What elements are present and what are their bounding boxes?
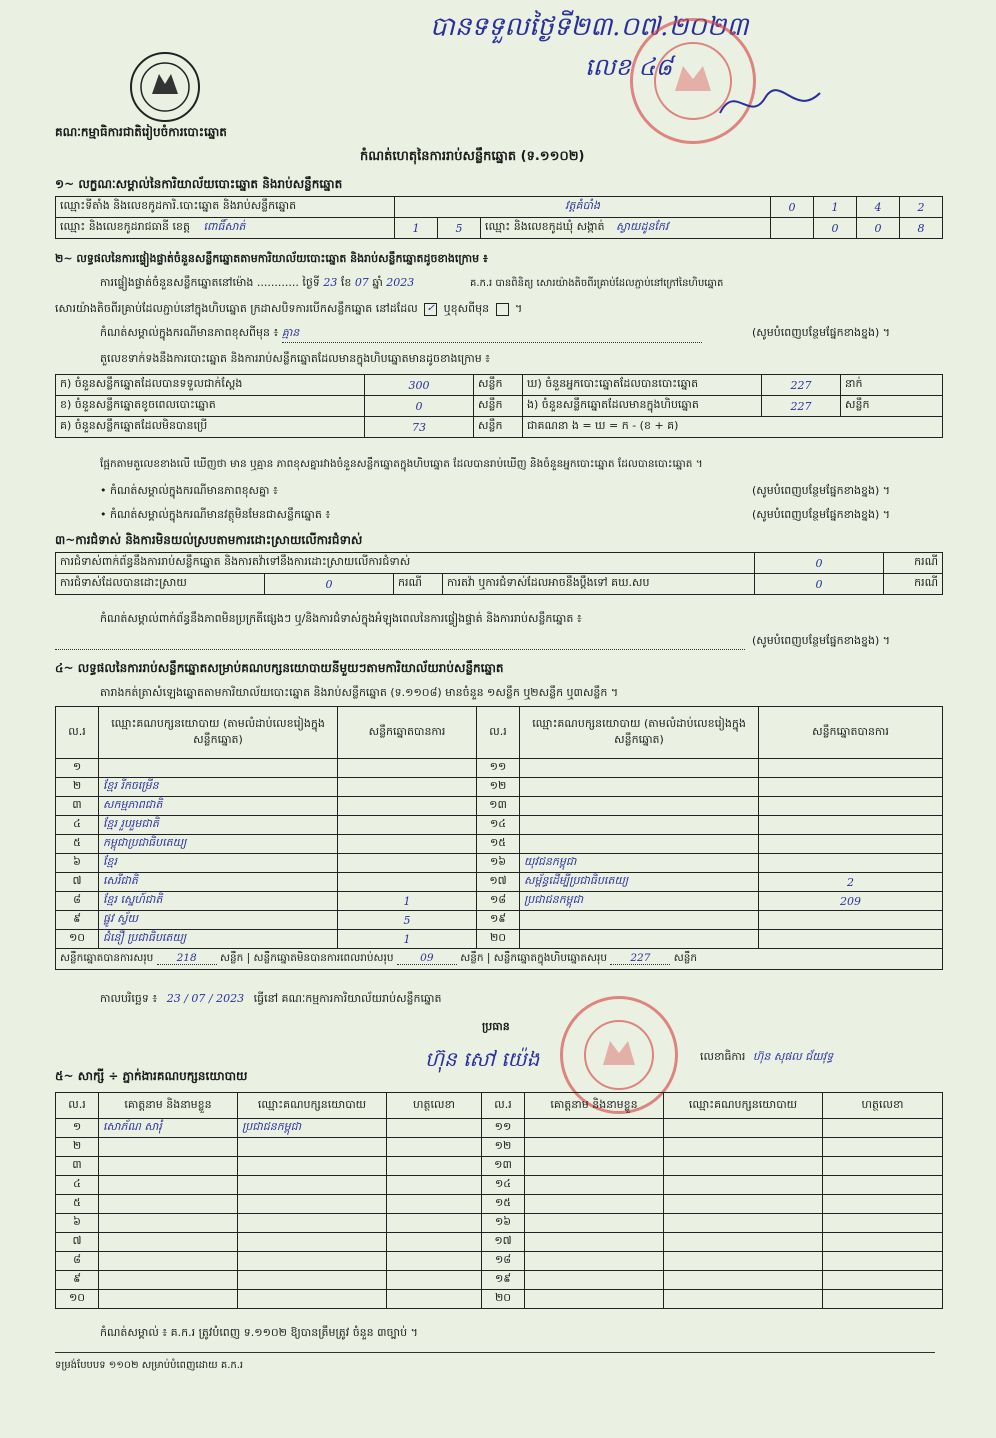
row-number: ៣ (56, 797, 99, 816)
province-code-2: 5 (438, 218, 481, 239)
witness-name (99, 1252, 238, 1271)
witness-name (525, 1157, 664, 1176)
footnote: កំណត់សម្គាល់ ៖ គ.ក.រ ត្រូវបំពេញ ទ.១១០២ ឱ្យបានត្រឹមត្រូវ ចំនួន ៣ច្បាប់ ។ (100, 1326, 418, 1339)
witness-name (525, 1138, 664, 1157)
secretary: លេខាធិការ ហ៊ុន សុផល ជ័យវុទ្ធ (700, 1050, 834, 1063)
verify-line: ការផ្ទៀងផ្ទាត់ចំនួនសន្លឹកឆ្នោតនៅម៉ោង ............ ថ្ងៃទី 23 ខែ 07 ឆ្នាំ 2023 (100, 276, 415, 289)
chair-signature: ហ៊ុន សៅ យ៉េង (425, 1047, 540, 1071)
appeal-value: 0 (755, 574, 884, 595)
number-annotation: លេខ ៤៨ (585, 53, 673, 81)
witness-signature (387, 1176, 482, 1195)
verify-line-b: គ.ក.រ បានពិនិត្យ សោរយ៉ាងតិចពីរគ្រាប់ដែលភ្ជាប់នៅក្រៅនៃហិបឆ្នោត (470, 278, 724, 289)
section1-table (55, 196, 943, 239)
unchanged-checkbox[interactable]: ✓ (424, 303, 437, 316)
witness-party (238, 1271, 387, 1290)
witness-signature (823, 1119, 943, 1138)
party-name (520, 930, 759, 949)
location-value: វត្តគំបាំង (395, 197, 771, 218)
seal-line: សោរយ៉ាងតិចពីរគ្រាប់ដែលភ្ជាប់នៅក្នុងហិបឆ្នោត ក្រដាសបិទការបើកសន្លឹកឆ្នោត នៅដដែល ✓ ឬខុសពីមុន ។ (55, 302, 523, 315)
row-number: ៣ (56, 1157, 99, 1176)
row-number: ១៩ (477, 911, 520, 930)
commune-label: ឈ្មោះ និងលេខកូដឃុំ សង្កាត់ ស្វាយដូនកែវ (481, 218, 771, 239)
row-number: ៨ (56, 1252, 99, 1271)
witness-signature (823, 1195, 943, 1214)
party-name: ខ្មែរ ស្នេហ៍ជាតិ (99, 892, 338, 911)
date-value: 23 / 07 / 2023 (166, 992, 245, 1005)
row-number: ៩ (56, 911, 99, 930)
party-name: យុវជនកម្ពុជា (520, 854, 759, 873)
table-row (56, 797, 943, 816)
diff-note: • កំណត់សម្គាល់ក្នុងករណីមានភាពខុសគ្នា ៖ (100, 484, 278, 497)
row-number: ៤ (56, 816, 99, 835)
received-annotation: បានទទួលថ្ងៃទី២៣.០៧.២០២៣ (430, 12, 749, 42)
party-name (520, 797, 759, 816)
witness-party (664, 1195, 823, 1214)
party-votes: 1 (338, 892, 477, 911)
table-row (56, 835, 943, 854)
witness-party (238, 1233, 387, 1252)
party-votes (338, 854, 477, 873)
witness-signature (387, 1252, 482, 1271)
witness-party (238, 1195, 387, 1214)
witness-signature (823, 1233, 943, 1252)
fill-hint-3: (សូមបំពេញបន្ថែមផ្នែកខាងខ្នង) ។ (752, 508, 891, 521)
changed-checkbox[interactable] (496, 303, 509, 316)
witness-name (99, 1195, 238, 1214)
row-number: ១ (56, 1119, 99, 1138)
row-number: ១១ (477, 759, 520, 778)
appeal-label: ការតវ៉ា ឬការជំទាស់ដែលអាចនឹងប្តឹងទៅ គឃ.សប (443, 574, 755, 595)
witness-party (664, 1233, 823, 1252)
party-votes (759, 911, 943, 930)
section5-title: ៥~ សាក្សី ÷ ភ្នាក់ងារគណបក្សនយោបាយ (55, 1069, 248, 1083)
nec-emblem-icon (132, 54, 198, 120)
verify-day: 23 (323, 276, 338, 289)
table-row (56, 892, 943, 911)
row-number: ១៣ (477, 797, 520, 816)
witness-name (525, 1119, 664, 1138)
witness-name (99, 1271, 238, 1290)
witness-party (238, 1290, 387, 1309)
row-number: ១៧ (477, 873, 520, 892)
party-name: ខ្មែរ រីកចម្រើន (99, 778, 338, 797)
table-row (56, 1176, 943, 1195)
party-name: ជំនឿ ប្រជាធិបតេយ្យ (99, 930, 338, 949)
witness-name (99, 1214, 238, 1233)
row-number: ១៩ (482, 1271, 525, 1290)
witness-party (664, 1138, 823, 1157)
row-number: ១៦ (477, 854, 520, 873)
party-votes (759, 816, 943, 835)
complaints-table: ការជំទាស់ពាក់ព័ន្ធនឹងការរាប់សន្លឹកឆ្នោត និងការតវ៉ាទៅនឹងការដោះស្រាយលើការជំទាស់ 0 ករណី ការជំទាស់ដែលបានដោះស្រាយ 0 ករណី ការតវ៉ា ឬការជំទាស់ដែលអាចនឹងប្តឹងទៅ គឃ.សប 0 ករណី (55, 552, 943, 595)
witness-signature (387, 1195, 482, 1214)
witness-party: ប្រជាជនកម្ពុជា (238, 1119, 387, 1138)
witness-signature (823, 1176, 943, 1195)
change-note-value: គ្មាន (282, 326, 702, 343)
row-number: ២ (56, 1138, 99, 1157)
location-code-2: 1 (814, 197, 857, 218)
object-note: • កំណត់សម្គាល់ក្នុងករណីមានវត្ថុមិនមែនជាសន្លឹកឆ្នោត ៖ (100, 508, 331, 521)
witness-name (525, 1195, 664, 1214)
received-label: ក) ចំនួនសន្លឹកឆ្នោតដែលបានទទួលជាក់ស្តែង (56, 375, 365, 396)
party-votes: 209 (759, 892, 943, 911)
party-name: សេរីជាតិ (99, 873, 338, 892)
spoiled-label: ខ) ចំនួនសន្លឹកឆ្នោតខូចពេលបោះឆ្នោត (56, 396, 365, 417)
section1-title: ១~ លក្ខណៈសម្គាល់នៃការិយាល័យបោះឆ្នោត និងរាប់សន្លឹកឆ្នោត (55, 177, 343, 191)
witness-party (238, 1176, 387, 1195)
witness-name (525, 1290, 664, 1309)
sheets-line: តារាងកត់ត្រាសំឡេងឆ្នោតតាមការិយាល័យបោះឆ្នោត និងរាប់សន្លឹកឆ្នោត (ទ.១១០៨) មានចំនួន ១សន្លឹក ឬ២សន្លឹក ឬ៣សន្លឹក ។ (100, 686, 619, 699)
party-name: សម្ព័ន្ធដើម្បីប្រជាធិបតេយ្យ (520, 873, 759, 892)
row-number: ៤ (56, 1176, 99, 1195)
section4-title: ៤~ លទ្ធផលនៃការរាប់សន្លឹកឆ្នោតសម្រាប់គណបក្សនយោបាយនីមួយៗតាមការិយាល័យរាប់សន្លឹកឆ្នោត (55, 661, 504, 675)
table-row (56, 1271, 943, 1290)
results-table: ល.រ ឈ្មោះគណបក្សនយោបាយ (តាមលំដាប់លេខរៀងក្នុងសន្លឹកឆ្នោត) សន្លឹកឆ្នោតបានការ ល.រ ឈ្មោះគណបក្សនយោបាយ (តាមលំដាប់លេខរៀងក្នុងសន្លឹកឆ្នោត) សន្លឹកឆ្នោតបានការ ១ ១១ ២ ខ្មែរ រីកចម្រើន ១២ ៣ សកម្មភាពជាតិ ១៣ ៤ ខ្មែរ រួបរួមជាតិ ១៤ ៥ កម្ពុជាប្រជាធិបតេយ្យ ១៥ ៦ ខ្មែរ ១៦ យុវជនកម្ពុជា ៧ សេរីជាតិ ១៧ សម្ព័ន្ធដើម្បីប្រជាធិបតេយ្យ 2 ៨ ខ្មែរ ស្នេហ៍ជាតិ 1 ១៨ ប្រជាជនកម្ពុជា 209 ៩ ផ្លូវ ស្វ័យ 5 ១៩ ១០ ជំនឿ ប្រជាធិបតេយ្យ 1 ២០ សន្លឹកឆ្នោតបានការសរុប 218 សន្លឹក | សន្លឹកឆ្នោតមិនបានការពេលរាប់សរុប 09 សន្លឹក | សន្លឹកឆ្នោតក្នុងហិបឆ្នោតសរុប 227 សន្លឹក (55, 706, 943, 970)
location-label: ឈ្មោះទីតាំង និងលេខកូដការិ.បោះឆ្នោត និងរាប់សន្លឹកឆ្នោត (56, 197, 395, 218)
witness-signature (387, 1271, 482, 1290)
secretary-name: ហ៊ុន សុផល ជ័យវុទ្ធ (752, 1050, 834, 1063)
table-row (56, 930, 943, 949)
witness-name: សោភ័ណ សារុំ (99, 1119, 238, 1138)
row-number: ៩ (56, 1271, 99, 1290)
witness-name (99, 1290, 238, 1309)
table-row (56, 1195, 943, 1214)
party-name: កម្ពុជាប្រជាធិបតេយ្យ (99, 835, 338, 854)
signature-top-icon (715, 78, 825, 128)
row-number: ២០ (477, 930, 520, 949)
commune-value: ស្វាយដូនកែវ (616, 220, 669, 233)
fill-hint-4: (សូមបំពេញបន្ថែមផ្នែកខាងខ្នង) ។ (752, 634, 891, 647)
witness-party (664, 1214, 823, 1233)
witness-party (238, 1157, 387, 1176)
witness-party (664, 1290, 823, 1309)
witness-signature (387, 1290, 482, 1309)
unused-value: 73 (365, 417, 474, 438)
witness-name (525, 1233, 664, 1252)
section2-title: ២~ លទ្ធផលនៃការផ្ទៀងផ្ទាត់ចំនួនសន្លឹកឆ្នោតតាមការិយាល័យបោះឆ្នោត និងរាប់សន្លឹកឆ្នោតដូចខាងក្រោម ៖ (55, 252, 488, 265)
witness-signature (823, 1252, 943, 1271)
row-number: ១៤ (477, 816, 520, 835)
row-number: ៦ (56, 1214, 99, 1233)
compare-line: ផ្អែកតាមតួលេខខាងលើ ឃើញថា មាន ឬគ្មាន ភាពខុសគ្នារវាងចំនួនសន្លឹកឆ្នោតក្នុងហិបឆ្នោត ដែលបានរាប់ឃើញ និងចំនួនអ្នកបោះឆ្នោត ដែលបានបោះឆ្នោត ។ (100, 458, 703, 470)
table-row (56, 1252, 943, 1271)
party-votes (338, 759, 477, 778)
table-row (56, 816, 943, 835)
resolved-value: 0 (265, 574, 394, 595)
witness-name (99, 1157, 238, 1176)
spoiled-value: 0 (365, 396, 474, 417)
party-votes (338, 778, 477, 797)
party-name: ផ្លូវ ស្វ័យ (99, 911, 338, 930)
received-value: 300 (365, 375, 474, 396)
party-votes (338, 835, 477, 854)
change-note-line: កំណត់សម្គាល់ក្នុងករណីមានភាពខុសពីមុន ៖ គ្មាន (100, 326, 702, 343)
row-number: ១៤ (482, 1176, 525, 1195)
party-votes (759, 930, 943, 949)
row-number: ១៧ (482, 1233, 525, 1252)
table-row (56, 911, 943, 930)
results-rows (56, 759, 943, 949)
party-votes (759, 854, 943, 873)
witness-name (525, 1271, 664, 1290)
row-number: ៦ (56, 854, 99, 873)
witness-signature (387, 1157, 482, 1176)
party-votes (338, 873, 477, 892)
party-name (520, 835, 759, 854)
section3-title: ៣~ការជំទាស់ និងការមិនយល់ស្របតាមការដោះស្រាយលើការជំទាស់ (55, 533, 363, 547)
witness-name (99, 1176, 238, 1195)
witness-name (99, 1138, 238, 1157)
party-name: ខ្មែរ រួបរួមជាតិ (99, 816, 338, 835)
in-box-value: 227 (762, 396, 841, 417)
row-number: ១០ (56, 930, 99, 949)
row-number: ២ (56, 778, 99, 797)
party-votes: 2 (759, 873, 943, 892)
row-number: ១៥ (477, 835, 520, 854)
witness-table: ល.រ គោត្តនាម និងនាមខ្លួន ឈ្មោះគណបក្សនយោបាយ ហត្ថលេខា ល.រ គោត្តនាម និងនាមខ្លួន ឈ្មោះគណបក្សនយោបាយ ហត្ថលេខា ១ សោភ័ណ សារុំ ប្រជាជនកម្ពុជា ១១ ២ ១២ ៣ ១៣ ៤ ១៤ ៥ ១៥ ៦ ១៦ ៧ ១៧ ៨ ១៨ ៩ ១៩ ១០ ២០ (55, 1092, 943, 1309)
form-title: កំណត់ហេតុនៃការរាប់សន្លឹកឆ្នោត (ទ.១១០២) (360, 149, 585, 164)
party-votes (759, 835, 943, 854)
party-name (520, 778, 759, 797)
party-votes (759, 759, 943, 778)
row-number: ១៥ (482, 1195, 525, 1214)
row-number: ២០ (482, 1290, 525, 1309)
province-label: ឈ្មោះ និងលេខកូដរាជធានី ខេត្ត ពោធិ៍សាត់ (56, 218, 395, 239)
table-row (56, 1290, 943, 1309)
row-number: ៧ (56, 1233, 99, 1252)
date-line: កាលបរិច្ឆេទ ៖ 23 / 07 / 2023 ធ្វើនៅ គណៈកម្មការការិយាល័យរាប់សន្លឹកឆ្នោត (100, 992, 442, 1005)
witness-name (525, 1252, 664, 1271)
table-row (56, 1119, 943, 1138)
row-number: ១ (56, 759, 99, 778)
witness-signature (823, 1214, 943, 1233)
voters-value: 227 (762, 375, 841, 396)
table-row (56, 759, 943, 778)
party-votes (759, 778, 943, 797)
witness-party (664, 1271, 823, 1290)
location-code-3: 4 (857, 197, 900, 218)
resolved-label: ការជំទាស់ដែលបានដោះស្រាយ (56, 574, 265, 595)
location-code-1: 0 (771, 197, 814, 218)
unused-label: គ) ចំនួនសន្លឹកឆ្នោតដែលមិនបានប្រើ (56, 417, 365, 438)
table-row (56, 873, 943, 892)
totals-row: សន្លឹកឆ្នោតបានការសរុប 218 សន្លឹក | សន្លឹកឆ្នោតមិនបានការពេលរាប់សរុប 09 សន្លឹក | សន្លឹកឆ្នោតក្នុងហិបឆ្នោតសរុប 227 សន្លឹក (56, 949, 943, 970)
invalid-total: 09 (397, 952, 457, 965)
witness-signature (823, 1290, 943, 1309)
table-row (56, 778, 943, 797)
witness-signature (387, 1233, 482, 1252)
formula: ជាគណនា ង = ឃ = ក - (ខ + គ) (523, 417, 943, 438)
witness-party (238, 1214, 387, 1233)
verify-year: 2023 (386, 276, 415, 289)
fill-hint-2: (សូមបំពេញបន្ថែមផ្នែកខាងខ្នង) ។ (752, 484, 891, 497)
witness-signature (387, 1138, 482, 1157)
row-number: ៥ (56, 835, 99, 854)
verify-month: 07 (354, 276, 369, 289)
org-name: គណៈកម្មាធិការជាតិរៀបចំការបោះឆ្នោត (55, 125, 227, 139)
witness-name (99, 1233, 238, 1252)
party-name: សកម្មភាពជាតិ (99, 797, 338, 816)
party-votes (759, 797, 943, 816)
commune-code-3: 8 (900, 218, 943, 239)
nec-logo (130, 52, 200, 122)
irregularity-note: កំណត់សម្គាល់ពាក់ព័ន្ធនឹងភាពមិនប្រក្រតីផ្សេងៗ ឬ/និងការជំទាស់ក្នុងអំឡុងពេលនៃការផ្ទៀងផ្ទាត់ និងការរាប់សន្លឹកឆ្នោត ៖ (100, 612, 582, 625)
witness-signature (823, 1138, 943, 1157)
party-votes (338, 797, 477, 816)
province-value: ពោធិ៍សាត់ (203, 220, 246, 233)
location-code-4: 2 (900, 197, 943, 218)
row-number: ១០ (56, 1290, 99, 1309)
row-number: ៥ (56, 1195, 99, 1214)
voters-label: ឃ) ចំនួនអ្នកបោះឆ្នោតដែលបានបោះឆ្នោត (523, 375, 762, 396)
table-row (56, 854, 943, 873)
table-row (56, 1214, 943, 1233)
complaints-value: 0 (755, 553, 884, 574)
party-votes: 5 (338, 911, 477, 930)
party-name (520, 759, 759, 778)
party-votes: 1 (338, 930, 477, 949)
commune-code-2: 0 (857, 218, 900, 239)
table-row (56, 1233, 943, 1252)
figures-table: ក) ចំនួនសន្លឹកឆ្នោតដែលបានទទួលជាក់ស្តែង 300 សន្លឹក ឃ) ចំនួនអ្នកបោះឆ្នោតដែលបានបោះឆ្នោត 227 នាក់ ខ) ចំនួនសន្លឹកឆ្នោតខូចពេលបោះឆ្នោត 0 សន្លឹក ង) ចំនួនសន្លឹកឆ្នោតដែលមានក្នុងហិបឆ្នោត 227 សន្លឹក គ) ចំនួនសន្លឹកឆ្នោតដែលមិនបានប្រើ 73 សន្លឹក ជាគណនា ង = ឃ = ក - (ខ + គ) (55, 374, 943, 438)
witness-signature (387, 1214, 482, 1233)
row-number: ១៣ (482, 1157, 525, 1176)
row-number: ១៨ (482, 1252, 525, 1271)
party-name (99, 759, 338, 778)
row-number: ១៦ (482, 1214, 525, 1233)
witness-name (525, 1176, 664, 1195)
row-number: ៧ (56, 873, 99, 892)
chair-title: ប្រធាន (482, 1020, 510, 1033)
party-name: ប្រជាជនកម្ពុជា (520, 892, 759, 911)
witness-party (238, 1138, 387, 1157)
box-total: 227 (610, 952, 670, 965)
witness-signature (823, 1271, 943, 1290)
party-name (520, 911, 759, 930)
row-number: ១២ (477, 778, 520, 797)
witness-party (664, 1119, 823, 1138)
fill-hint-1: (សូមបំពេញបន្ថែមផ្នែកខាងខ្នង) ។ (752, 326, 891, 339)
row-number: ៨ (56, 892, 99, 911)
witness-name (525, 1214, 664, 1233)
party-name (520, 816, 759, 835)
table-row (56, 1157, 943, 1176)
commune-code-1: 0 (814, 218, 857, 239)
row-number: ១១ (482, 1119, 525, 1138)
form-footer: ទម្រង់បែបបទ ១១០២ សម្រាប់បំពេញដោយ គ.ក.រ (55, 1360, 244, 1371)
witness-party (664, 1176, 823, 1195)
province-code-1: 1 (395, 218, 438, 239)
party-name: ខ្មែរ (99, 854, 338, 873)
figures-intro: តួលេខទាក់ទងនឹងការបោះឆ្នោត និងការរាប់សន្លឹកឆ្នោតដែលមានក្នុងហិបឆ្នោតមានដូចខាងក្រោម ៖ (100, 352, 491, 365)
valid-total: 218 (157, 952, 217, 965)
party-votes (338, 816, 477, 835)
witness-party (664, 1157, 823, 1176)
row-number: ១៨ (477, 892, 520, 911)
table-row (56, 1138, 943, 1157)
in-box-label: ង) ចំនួនសន្លឹកឆ្នោតដែលមានក្នុងហិបឆ្នោត (523, 396, 762, 417)
row-number: ១២ (482, 1138, 525, 1157)
witness-party (238, 1252, 387, 1271)
witness-rows (56, 1119, 943, 1309)
complaints-label: ការជំទាស់ពាក់ព័ន្ធនឹងការរាប់សន្លឹកឆ្នោត និងការតវ៉ាទៅនឹងការដោះស្រាយលើការជំទាស់ (56, 553, 755, 574)
witness-signature (823, 1157, 943, 1176)
witness-signature (387, 1119, 482, 1138)
witness-party (664, 1252, 823, 1271)
